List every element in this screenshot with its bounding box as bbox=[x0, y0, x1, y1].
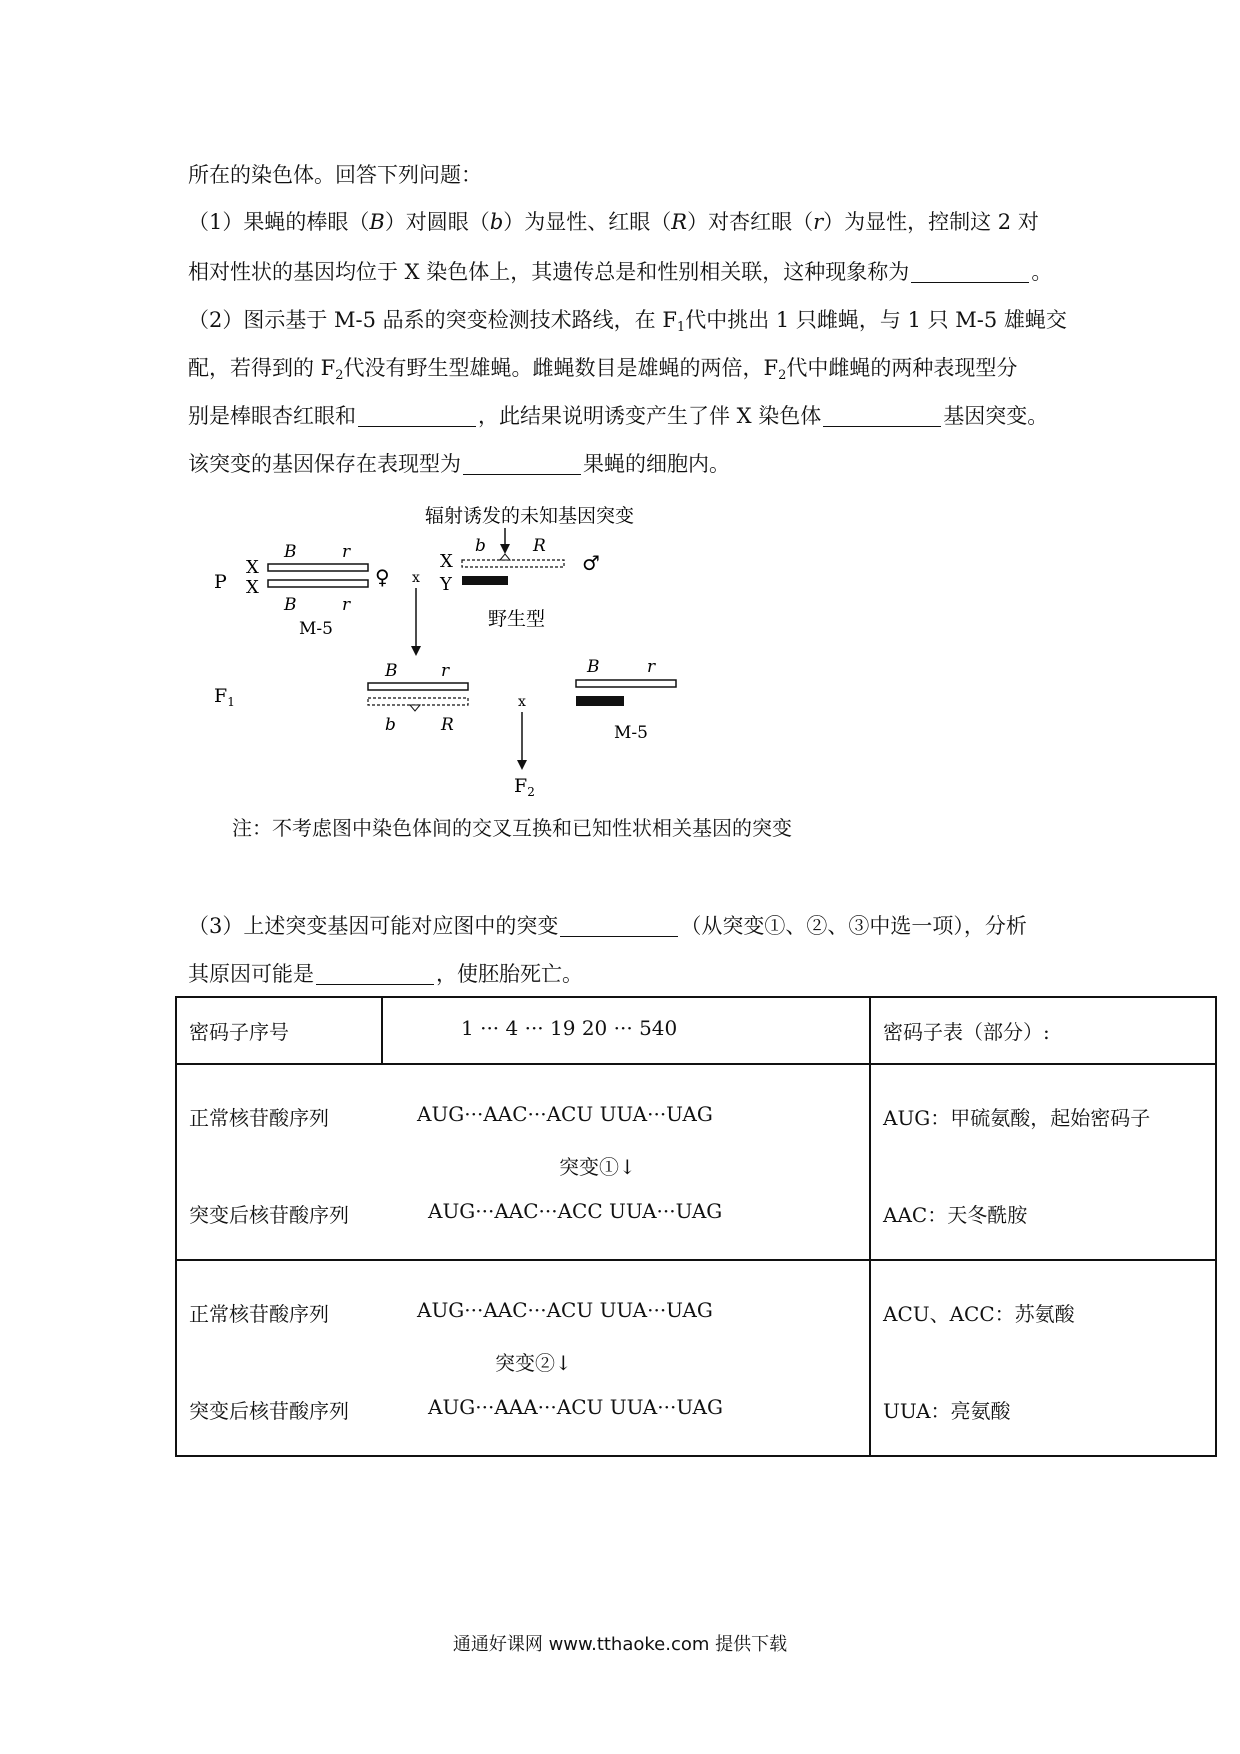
generation-p-label: P bbox=[214, 571, 227, 593]
codon-entry: AAC：天冬酰胺 bbox=[883, 1203, 1028, 1227]
chromosome-x-wild bbox=[462, 560, 564, 567]
answer-blank[interactable] bbox=[823, 404, 941, 427]
chromosome-x-m5 bbox=[368, 683, 468, 690]
cross-symbol: x bbox=[518, 694, 526, 710]
question-3-line-2: 其原因可能是 ，使胚胎死亡。 bbox=[188, 962, 583, 986]
table-header-row bbox=[176, 997, 1216, 1064]
chromosome-x-m5 bbox=[268, 564, 368, 571]
strain-label-m5: M-5 bbox=[614, 723, 648, 743]
answer-blank[interactable] bbox=[560, 914, 678, 937]
answer-blank[interactable] bbox=[316, 962, 434, 985]
chromosome-x-m5 bbox=[576, 680, 676, 687]
female-symbol-icon: ♀ bbox=[375, 565, 390, 589]
mutant-sequence: AUG···AAA···ACU UUA···UAG bbox=[428, 1395, 723, 1419]
page-footer: 通通好课网 www.tthaoke.com 提供下载 bbox=[452, 1634, 788, 1655]
codon-table bbox=[175, 996, 1217, 1457]
intro-line: 所在的染色体。回答下列问题： bbox=[188, 163, 482, 187]
diagram-note: 注：不考虑图中染色体间的交叉互换和已知性状相关基因的突变 bbox=[232, 816, 792, 840]
answer-blank[interactable] bbox=[358, 404, 476, 427]
arrow-head-icon bbox=[500, 544, 510, 554]
allele-label-b-lower: b bbox=[475, 536, 486, 556]
strain-label-wild-type: 野生型 bbox=[488, 608, 546, 630]
mutation-marker-icon bbox=[500, 554, 510, 560]
allele-label-r-upper: R bbox=[441, 715, 454, 735]
header-codon-table: 密码子表（部分）: bbox=[883, 1020, 1050, 1044]
question-2-line-1: （2）图示基于 M-5 品系的突变检测技术路线，在 $F_1$代中挑出 1 只雌蝇，与 1 只 M-5 雄蝇交 bbox=[188, 308, 1067, 335]
arrow-head-icon bbox=[411, 646, 421, 656]
generation-f1-label: $F_1$ bbox=[214, 685, 235, 709]
normal-seq-label: 正常核苷酸序列 bbox=[189, 1106, 329, 1130]
header-codon-number: 密码子序号 bbox=[189, 1020, 289, 1044]
mutant-seq-label: 突变后核苷酸序列 bbox=[189, 1399, 349, 1423]
mutant-seq-label: 突变后核苷酸序列 bbox=[189, 1203, 349, 1227]
normal-sequence: AUG···AAC···ACU UUA···UAG bbox=[417, 1298, 713, 1322]
allele-label-r-lower: r bbox=[342, 595, 351, 615]
chromosome-x-m5 bbox=[268, 580, 368, 587]
question-3-line-1: （3）上述突变基因可能对应图中的突变 （从突变①、②、③中选一项），分析 bbox=[188, 914, 1027, 938]
codon-entry: ACU、ACC：苏氨酸 bbox=[883, 1302, 1075, 1326]
chromosome-y-wild bbox=[462, 576, 508, 585]
allele-label-r-upper: R bbox=[533, 536, 546, 556]
cross-diagram bbox=[200, 500, 850, 845]
chrom-label-x: X bbox=[246, 577, 259, 598]
allele-label-r-lower: r bbox=[647, 657, 656, 677]
mutation-1-arrow: 突变①↓ bbox=[559, 1155, 636, 1179]
codon-entry: UUA：亮氨酸 bbox=[883, 1399, 1011, 1423]
allele-label-b-upper: B bbox=[385, 661, 398, 681]
allele-label-r-lower: r bbox=[441, 661, 450, 681]
question-1-line-1: （1）果蝇的棒眼（B）对圆眼（b）为显性、红眼（R）对杏红眼（r）为显性，控制这 2 对 bbox=[188, 210, 1039, 234]
question-2-line-4: 该突变的基因保存在表现型为 果蝇的细胞内。 bbox=[188, 452, 730, 476]
normal-seq-label: 正常核苷酸序列 bbox=[189, 1302, 329, 1326]
chrom-label-x: X bbox=[440, 551, 453, 572]
chromosome-y-m5 bbox=[576, 696, 624, 706]
normal-sequence: AUG···AAC···ACU UUA···UAG bbox=[417, 1102, 713, 1126]
generation-f2-label: $F_2$ bbox=[514, 775, 535, 799]
question-2-line-3: 别是棒眼杏红眼和 ，此结果说明诱变产生了伴 X 染色体 基因突变。 bbox=[188, 404, 1049, 428]
question-2-line-2: 配，若得到的 $F_2$代没有野生型雄蝇。雌蝇数目是雄蝇的两倍，$F_2$代中雌蝇的两种表现型分 bbox=[188, 356, 1018, 383]
allele-label-r-lower: r bbox=[342, 542, 351, 562]
cross-symbol: x bbox=[412, 570, 420, 586]
allele-label-b-upper: B bbox=[587, 657, 600, 677]
male-symbol-icon: ♂ bbox=[582, 551, 600, 575]
chromosome-x-mutant bbox=[368, 698, 468, 705]
chrom-label-y: Y bbox=[440, 574, 452, 595]
codon-entry: AUG：甲硫氨酸，起始密码子 bbox=[883, 1106, 1151, 1130]
table-row-mutation-1 bbox=[176, 1064, 1216, 1260]
mutation-2-arrow: 突变②↓ bbox=[495, 1351, 572, 1375]
header-codon-positions: 1 ··· 4 ··· 19 20 ··· 540 bbox=[461, 1016, 678, 1040]
arrow-head-icon bbox=[517, 760, 527, 770]
allele-label-b-upper: B bbox=[284, 542, 297, 562]
answer-blank[interactable] bbox=[911, 260, 1029, 283]
chrom-label-x: X bbox=[246, 557, 259, 578]
mutation-marker-icon bbox=[410, 705, 420, 711]
table-row-mutation-2 bbox=[176, 1260, 1216, 1456]
question-1-line-2: 相对性状的基因均位于 X 染色体上，其遗传总是和性别相关联，这种现象称为 。 bbox=[188, 260, 1053, 284]
diagram-title: 辐射诱发的未知基因突变 bbox=[425, 505, 635, 527]
strain-label-m5: M-5 bbox=[299, 619, 333, 639]
mutant-sequence: AUG···AAC···ACC UUA···UAG bbox=[428, 1199, 723, 1223]
allele-label-b-upper: B bbox=[284, 595, 297, 615]
allele-label-b-lower: b bbox=[385, 715, 396, 735]
answer-blank[interactable] bbox=[463, 452, 581, 475]
